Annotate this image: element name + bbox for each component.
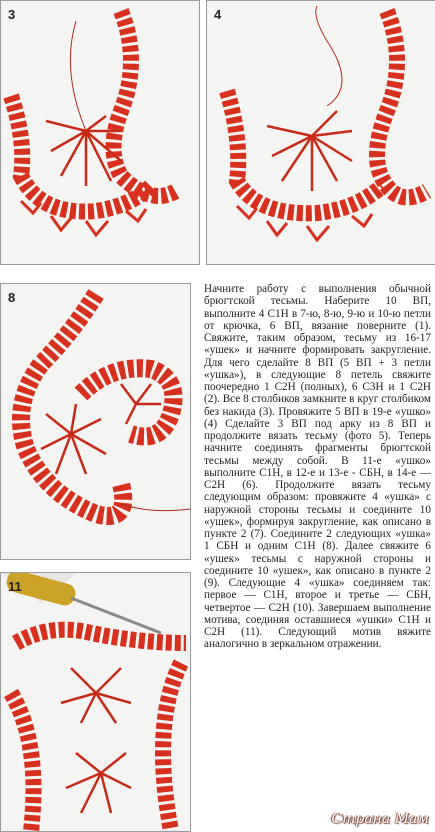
photo-step-3 — [0, 0, 200, 265]
instruction-text: Начните работу с выполнения обычной брюгтской тесьмы. Наберите 10 ВП, выполните 4 С1Н в 7-ю, 8-ю, 9-ю и 10-ю петли от крючка, 6 ВП, вязание поверните (1). Свяжите, таким образом, тесьму из 16-17 «ушек» и начните формировать закругление. Для чего сделайте 8 ВП (5 ВП + 3 петли «ушка»), в следующие 8 петель свяжите поочередно 1 С2Н (полных), 6 С3Н и 1 С2Н (2). Все 8 столбиков замкните в круг столбиком без накида (3). Провяжите 5 ВП в 19-е «ушко» (4) Сделайте 3 ВП под арку из 8 ВП и продолжите вязать тесьму (фото 5). Теперь начните соединять фрагменты брюгтской тесьмы между собой. В 11-е «ушко» выполните С1Н, в 12-е и 13-е - СБН, в 14-е — С2Н (6). Продолжите вязать тесьму следующим образом: провяжите 4 «ушка» с наружной стороны тесьмы и соедините 10 «ушек», формируя закругление, как описано в пункте 2 (7). Соедините 2 следующих «ушка» 1 СБН и одним С1Н (8). Далее свяжите 6 «ушек» тесьмы с наружной стороны и соедините 10 «ушек», как описано в пункте 2 (9). Следующие 4 «ушка» соединяем так: первое — С1Н, второе и третье — СБН, четвертое — С2Н (10). Завершаем выполнение мотива, соединяя оставшиеся «ушки» С1Н и С2Н (11). Следующий мотив вяжите аналогично в зеркальном отражении. — [204, 283, 431, 651]
photo-step-4 — [206, 0, 435, 265]
photo-step-8 — [0, 283, 191, 560]
crochet-lace-image — [1, 284, 190, 559]
site-watermark: Страна Мам — [331, 811, 429, 827]
photo-number: 4 — [214, 7, 222, 22]
crochet-lace-image — [207, 1, 435, 264]
crochet-lace-image — [1, 1, 199, 264]
crochet-lace-image — [1, 573, 190, 831]
photo-number: 3 — [8, 7, 16, 22]
photo-step-11 — [0, 572, 191, 832]
photo-number: 8 — [8, 290, 16, 305]
photo-number: 11 — [8, 579, 22, 594]
